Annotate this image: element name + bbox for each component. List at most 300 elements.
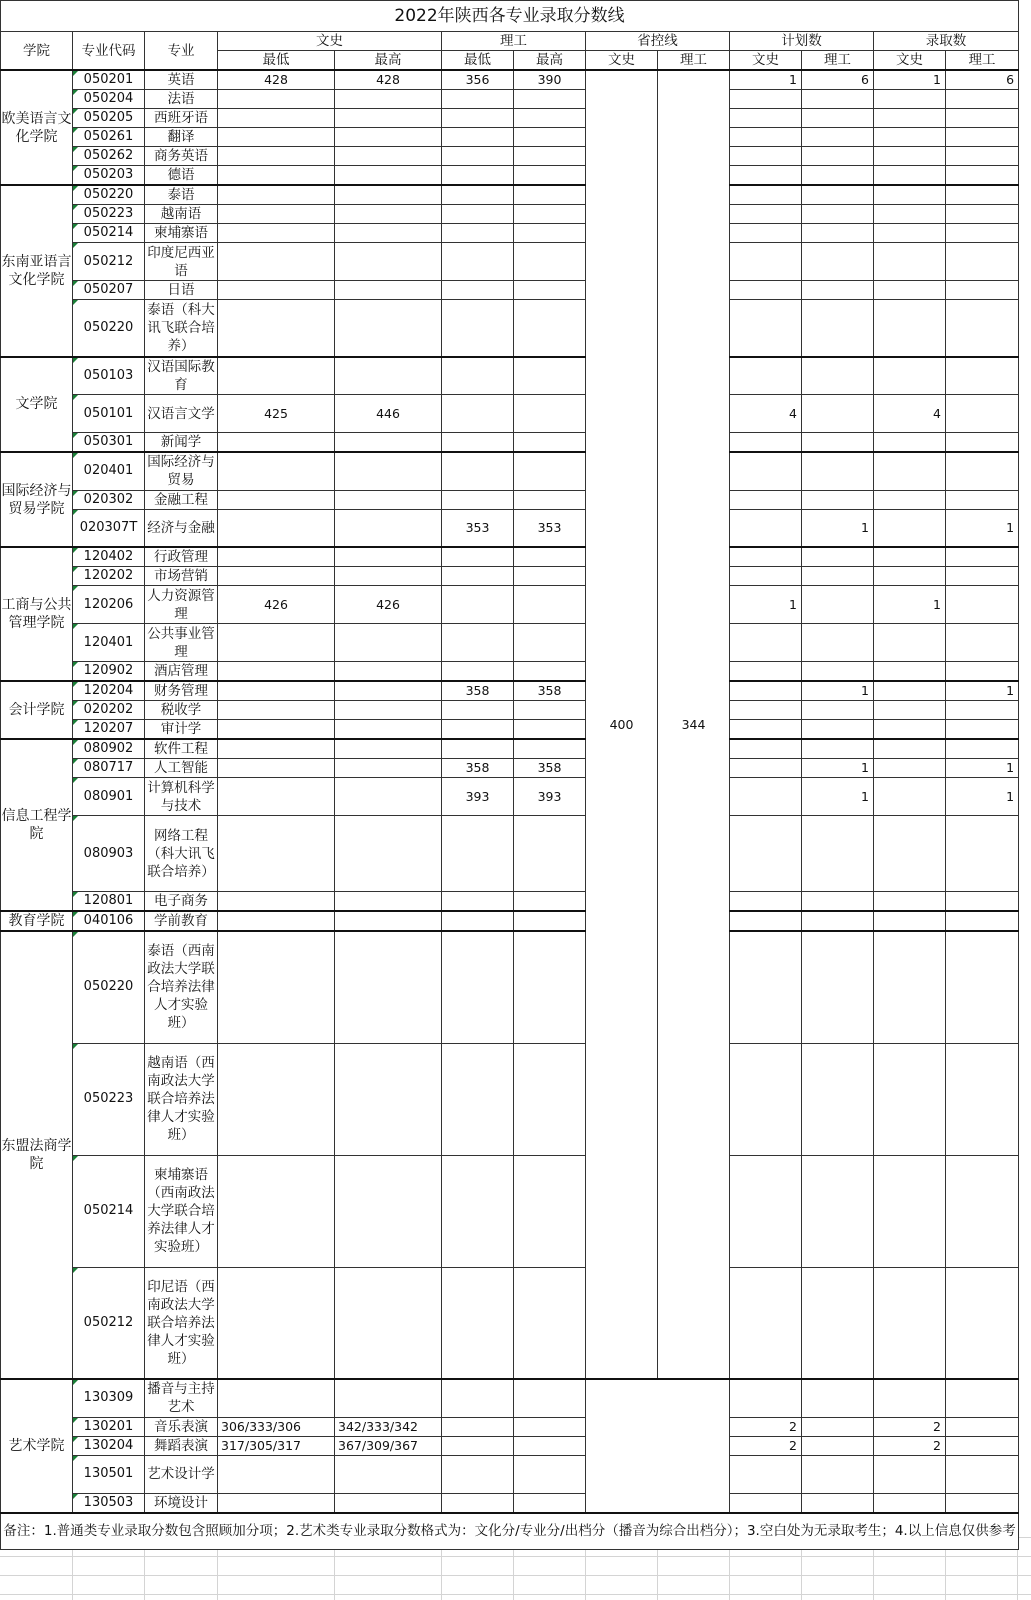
score-w-max [335, 90, 442, 109]
table-row [1, 624, 1019, 662]
score-w-min [218, 224, 335, 243]
score-l-max [514, 128, 586, 147]
score-l-min [442, 567, 514, 586]
major-code: 050261 [73, 128, 145, 147]
score-l-min [442, 166, 514, 186]
plan-count [802, 452, 874, 490]
major-name: 英语 [145, 70, 218, 90]
plan-count [730, 452, 802, 490]
score-l-min [442, 586, 514, 624]
subheader-ligong-min: 最低 [442, 51, 514, 71]
college-name: 会计学院 [1, 681, 73, 739]
score-w-min: 306/333/306 [218, 1417, 335, 1436]
admitted-count [874, 547, 946, 567]
admitted-count [946, 166, 1019, 186]
table-row [1, 586, 1019, 624]
score-w-min [218, 300, 335, 357]
score-w-min [218, 281, 335, 300]
score-w-max: 428 [335, 70, 442, 90]
table-row [1, 1267, 1019, 1379]
score-l-max [514, 624, 586, 662]
admitted-count [946, 892, 1019, 912]
admitted-count [874, 567, 946, 586]
table-row [1, 166, 1019, 186]
score-l-max [514, 243, 586, 281]
score-l-min [442, 1267, 514, 1379]
plan-count [802, 911, 874, 931]
score-l-max [514, 109, 586, 128]
plan-count [802, 243, 874, 281]
admitted-count [946, 224, 1019, 243]
score-l-min [442, 624, 514, 662]
score-l-min [442, 1379, 514, 1417]
major-code: 120202 [73, 567, 145, 586]
score-l-min [442, 816, 514, 892]
score-l-max: 393 [514, 778, 586, 816]
score-l-min: 358 [442, 759, 514, 778]
table-row [1, 1043, 1019, 1155]
plan-count [802, 1155, 874, 1267]
score-l-min [442, 205, 514, 224]
major-name: 艺术设计学 [145, 1455, 218, 1493]
subheader-control-ligong: 理工 [658, 51, 730, 71]
plan-count [730, 701, 802, 720]
major-code: 050214 [73, 1155, 145, 1267]
score-w-min [218, 816, 335, 892]
plan-count [730, 720, 802, 740]
score-w-min: 428 [218, 70, 335, 90]
admitted-count [946, 739, 1019, 759]
score-w-min [218, 567, 335, 586]
admitted-count [874, 1493, 946, 1513]
admitted-count [946, 1436, 1019, 1455]
subheader-admitted-wenshi: 文史 [874, 51, 946, 71]
admitted-count [946, 701, 1019, 720]
major-code: 050212 [73, 243, 145, 281]
plan-count [730, 1455, 802, 1493]
admitted-count [874, 739, 946, 759]
score-l-max [514, 1379, 586, 1417]
table-row [1, 778, 1019, 816]
table-row [1, 185, 1019, 205]
plan-count [802, 90, 874, 109]
plan-count [730, 433, 802, 453]
plan-count [730, 224, 802, 243]
major-name: 商务英语 [145, 147, 218, 166]
plan-count: 1 [802, 759, 874, 778]
table-row [1, 911, 1019, 931]
table-row [1, 128, 1019, 147]
plan-count [802, 166, 874, 186]
score-l-min [442, 547, 514, 567]
score-l-min [442, 931, 514, 1043]
header-control-line: 省控线 [586, 32, 730, 51]
table-row [1, 1493, 1019, 1513]
major-name: 越南语（西南政法大学联合培养法律人才实验班） [145, 1043, 218, 1155]
score-w-max [335, 224, 442, 243]
plan-count [730, 739, 802, 759]
admitted-count [874, 224, 946, 243]
admitted-count [874, 816, 946, 892]
major-code: 050201 [73, 70, 145, 90]
major-code: 050223 [73, 1043, 145, 1155]
score-w-min [218, 205, 335, 224]
plan-count [730, 662, 802, 682]
admitted-count [946, 243, 1019, 281]
score-w-min [218, 243, 335, 281]
admitted-count [874, 128, 946, 147]
score-w-max [335, 701, 442, 720]
plan-count [730, 547, 802, 567]
admitted-count [946, 300, 1019, 357]
score-l-min [442, 433, 514, 453]
score-w-max [335, 778, 442, 816]
plan-count [730, 205, 802, 224]
plan-count [802, 567, 874, 586]
major-code: 130501 [73, 1455, 145, 1493]
score-w-max [335, 681, 442, 701]
score-w-max [335, 1155, 442, 1267]
plan-count [730, 816, 802, 892]
score-l-max [514, 166, 586, 186]
admitted-count [874, 681, 946, 701]
plan-count [802, 624, 874, 662]
score-w-max [335, 281, 442, 300]
major-name: 播音与主持艺术 [145, 1379, 218, 1417]
major-code: 050223 [73, 205, 145, 224]
plan-count [730, 567, 802, 586]
score-l-max [514, 147, 586, 166]
table-row [1, 816, 1019, 892]
score-l-max: 353 [514, 509, 586, 547]
score-w-min [218, 681, 335, 701]
plan-count: 1 [802, 778, 874, 816]
score-l-min: 393 [442, 778, 514, 816]
college-name: 信息工程学院 [1, 739, 73, 911]
plan-count [802, 1417, 874, 1436]
score-w-min [218, 778, 335, 816]
score-w-min [218, 1155, 335, 1267]
major-name: 日语 [145, 281, 218, 300]
plan-count [802, 931, 874, 1043]
major-code: 120206 [73, 586, 145, 624]
table-row [1, 90, 1019, 109]
college-name: 东南亚语言文化学院 [1, 185, 73, 357]
admitted-count [874, 1379, 946, 1417]
admitted-count [874, 701, 946, 720]
plan-count [802, 300, 874, 357]
score-l-min [442, 1043, 514, 1155]
major-name: 音乐表演 [145, 1417, 218, 1436]
admitted-count: 1 [946, 681, 1019, 701]
major-code: 130503 [73, 1493, 145, 1513]
score-l-min [442, 395, 514, 433]
subheader-plan-ligong: 理工 [802, 51, 874, 71]
control-line-ligong: 344 [658, 70, 730, 1379]
table-row [1, 357, 1019, 395]
score-l-min [442, 490, 514, 509]
score-w-min [218, 166, 335, 186]
score-w-min [218, 509, 335, 547]
table-row [1, 395, 1019, 433]
admitted-count [946, 452, 1019, 490]
table-row [1, 243, 1019, 281]
score-w-min [218, 892, 335, 912]
plan-count [802, 128, 874, 147]
admitted-count [874, 166, 946, 186]
admitted-count [946, 395, 1019, 433]
score-l-min [442, 662, 514, 682]
major-name: 网络工程（科大讯飞联合培养） [145, 816, 218, 892]
plan-count [730, 509, 802, 547]
footnote: 备注：1.普通类专业录取分数包含照顾加分项；2.艺术类专业录取分数格式为：文化分/专业分/出档分（播音为综合出档分）；3.空白处为无录取考生；4.以上信息仅供参考 [1, 1513, 1019, 1550]
score-l-max [514, 281, 586, 300]
score-l-min [442, 1417, 514, 1436]
score-l-min [442, 224, 514, 243]
admitted-count: 2 [874, 1417, 946, 1436]
score-l-min [442, 300, 514, 357]
table-row [1, 452, 1019, 490]
header-wenshi: 文史 [218, 32, 442, 51]
plan-count [802, 281, 874, 300]
plan-count: 2 [730, 1436, 802, 1455]
header-major: 专业 [145, 32, 218, 71]
score-w-min [218, 185, 335, 205]
admitted-count [874, 109, 946, 128]
admitted-count: 6 [946, 70, 1019, 90]
score-w-min [218, 433, 335, 453]
score-l-max [514, 1155, 586, 1267]
score-l-max [514, 433, 586, 453]
score-l-min [442, 1436, 514, 1455]
plan-count [730, 624, 802, 662]
score-w-max [335, 243, 442, 281]
score-w-max [335, 624, 442, 662]
admitted-count [946, 147, 1019, 166]
major-code: 130204 [73, 1436, 145, 1455]
major-name: 泰语（科大讯飞联合培养） [145, 300, 218, 357]
admitted-count [874, 624, 946, 662]
table-row [1, 509, 1019, 547]
subheader-control-wenshi: 文史 [586, 51, 658, 71]
major-code: 050220 [73, 931, 145, 1043]
plan-count [730, 109, 802, 128]
plan-count [802, 395, 874, 433]
plan-count [802, 147, 874, 166]
major-name: 审计学 [145, 720, 218, 740]
score-w-min: 317/305/317 [218, 1436, 335, 1455]
college-name: 工商与公共管理学院 [1, 547, 73, 681]
major-name: 经济与金融 [145, 509, 218, 547]
score-l-max [514, 300, 586, 357]
plan-count [802, 1379, 874, 1417]
major-code: 080903 [73, 816, 145, 892]
admitted-count [946, 1043, 1019, 1155]
admitted-count [874, 911, 946, 931]
subheader-admitted-ligong: 理工 [946, 51, 1019, 71]
score-l-min [442, 739, 514, 759]
major-code: 120204 [73, 681, 145, 701]
score-w-max [335, 720, 442, 740]
score-l-max [514, 357, 586, 395]
score-w-max [335, 892, 442, 912]
admitted-count [946, 720, 1019, 740]
plan-count [730, 490, 802, 509]
major-name: 印尼语（西南政法大学联合培养法律人才实验班） [145, 1267, 218, 1379]
table-row [1, 281, 1019, 300]
major-name: 汉语国际教育 [145, 357, 218, 395]
table-row [1, 892, 1019, 912]
score-w-max [335, 185, 442, 205]
table-row [1, 567, 1019, 586]
score-w-max [335, 1379, 442, 1417]
admitted-count [946, 586, 1019, 624]
admitted-count [874, 1267, 946, 1379]
plan-count [730, 1379, 802, 1417]
score-w-min [218, 90, 335, 109]
score-w-min [218, 452, 335, 490]
subheader-wenshi-max: 最高 [335, 51, 442, 71]
plan-count [802, 892, 874, 912]
score-w-max: 367/309/367 [335, 1436, 442, 1455]
score-w-max [335, 1267, 442, 1379]
score-w-max [335, 300, 442, 357]
admitted-count: 1 [946, 778, 1019, 816]
admitted-count [874, 205, 946, 224]
score-w-max [335, 816, 442, 892]
score-w-min [218, 624, 335, 662]
score-l-min [442, 1155, 514, 1267]
score-l-max [514, 90, 586, 109]
plan-count [730, 892, 802, 912]
score-l-min [442, 147, 514, 166]
score-w-min [218, 759, 335, 778]
plan-count [802, 490, 874, 509]
score-l-max [514, 567, 586, 586]
score-w-min [218, 931, 335, 1043]
admitted-count: 2 [874, 1436, 946, 1455]
table-row [1, 205, 1019, 224]
admitted-count [874, 1455, 946, 1493]
admitted-count [946, 1455, 1019, 1493]
score-l-max [514, 224, 586, 243]
table-row [1, 681, 1019, 701]
major-code: 050203 [73, 166, 145, 186]
plan-count [730, 1043, 802, 1155]
admitted-count [874, 147, 946, 166]
major-name: 越南语 [145, 205, 218, 224]
major-code: 120401 [73, 624, 145, 662]
plan-count: 1 [802, 509, 874, 547]
major-code: 050204 [73, 90, 145, 109]
score-w-max: 446 [335, 395, 442, 433]
admitted-count: 1 [874, 586, 946, 624]
admitted-count [946, 490, 1019, 509]
score-l-max [514, 586, 586, 624]
college-name: 艺术学院 [1, 1379, 73, 1513]
header-admitted: 录取数 [874, 32, 1019, 51]
plan-count: 2 [730, 1417, 802, 1436]
table-row [1, 433, 1019, 453]
major-code: 050262 [73, 147, 145, 166]
plan-count [802, 185, 874, 205]
major-name: 计算机科学与技术 [145, 778, 218, 816]
admitted-count [874, 357, 946, 395]
plan-count [730, 147, 802, 166]
admitted-count [874, 1155, 946, 1267]
score-w-min [218, 147, 335, 166]
score-l-min: 353 [442, 509, 514, 547]
score-l-max [514, 1267, 586, 1379]
score-w-min [218, 911, 335, 931]
admitted-count [946, 624, 1019, 662]
score-w-min [218, 662, 335, 682]
admitted-count [874, 931, 946, 1043]
score-l-min [442, 281, 514, 300]
admitted-count [874, 759, 946, 778]
score-w-max [335, 509, 442, 547]
admitted-count [946, 433, 1019, 453]
admitted-count [946, 911, 1019, 931]
score-w-max [335, 739, 442, 759]
major-name: 人工智能 [145, 759, 218, 778]
table-row [1, 720, 1019, 740]
table-row [1, 759, 1019, 778]
plan-count [802, 109, 874, 128]
score-w-min [218, 490, 335, 509]
score-l-max [514, 701, 586, 720]
score-l-max [514, 911, 586, 931]
header-code: 专业代码 [73, 32, 145, 71]
admitted-count: 1 [946, 509, 1019, 547]
score-w-max [335, 931, 442, 1043]
plan-count [802, 739, 874, 759]
admitted-count [946, 109, 1019, 128]
major-name: 金融工程 [145, 490, 218, 509]
admitted-count [874, 433, 946, 453]
table-row [1, 662, 1019, 682]
plan-count [730, 128, 802, 147]
plan-count [730, 1493, 802, 1513]
major-code: 050220 [73, 300, 145, 357]
major-code: 120801 [73, 892, 145, 912]
plan-count [802, 224, 874, 243]
score-l-max [514, 185, 586, 205]
score-w-max: 426 [335, 586, 442, 624]
score-l-min [442, 720, 514, 740]
admitted-count: 4 [874, 395, 946, 433]
admitted-count [946, 1379, 1019, 1417]
admitted-count [874, 243, 946, 281]
score-l-min [442, 109, 514, 128]
subheader-plan-wenshi: 文史 [730, 51, 802, 71]
score-l-max [514, 1455, 586, 1493]
major-code: 050212 [73, 1267, 145, 1379]
major-code: 020302 [73, 490, 145, 509]
score-w-max [335, 357, 442, 395]
major-name: 翻译 [145, 128, 218, 147]
control-line-art-blank [586, 1379, 730, 1513]
score-l-min [442, 1455, 514, 1493]
table-row [1, 490, 1019, 509]
score-l-max [514, 816, 586, 892]
major-name: 学前教育 [145, 911, 218, 931]
score-w-min: 426 [218, 586, 335, 624]
plan-count [802, 357, 874, 395]
score-l-max [514, 739, 586, 759]
score-w-max [335, 662, 442, 682]
score-l-max [514, 395, 586, 433]
